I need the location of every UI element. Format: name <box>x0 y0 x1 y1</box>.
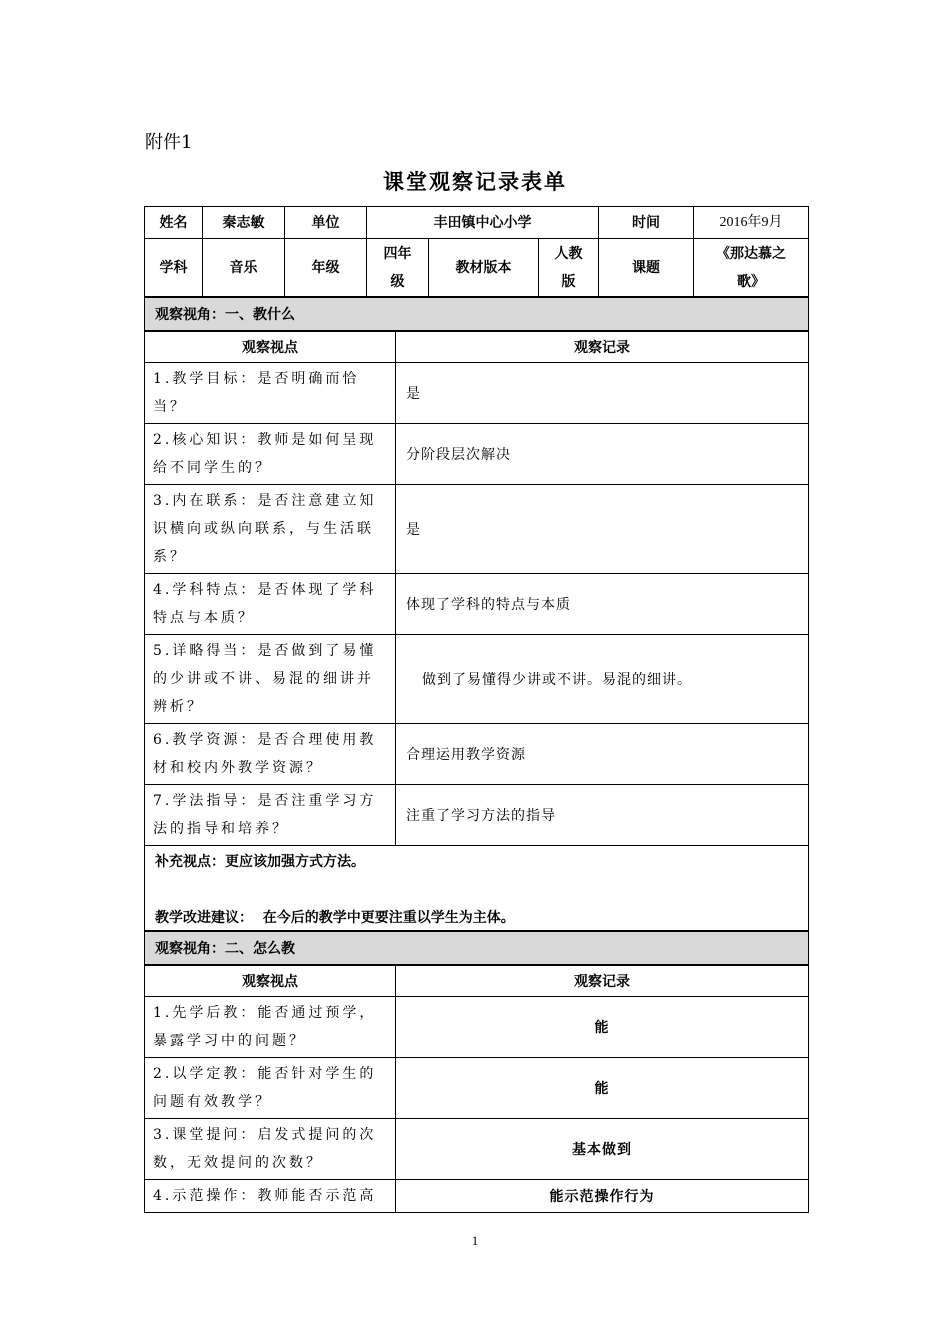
observation-record: 基本做到 <box>396 1119 809 1180</box>
observation-point: 7.学法指导：是否注重学习方法的指导和培养？ <box>145 785 396 846</box>
textbook-label: 教材版本 <box>429 239 539 297</box>
table-row <box>145 785 809 846</box>
observation-record: 合理运用教学资源 <box>396 724 809 785</box>
table-row <box>145 485 809 574</box>
observation-point: 2.核心知识：教师是如何呈现给不同学生的？ <box>145 424 396 485</box>
textbook-value: 人教版 <box>539 239 599 297</box>
observation-record: 体现了学科的特点与本质 <box>396 574 809 635</box>
name-label: 姓名 <box>145 207 203 239</box>
observation-point: 5.详略得当：是否做到了易懂的少讲或不讲、易混的细讲并辨析？ <box>145 635 396 724</box>
page-number: 1 <box>471 1233 479 1248</box>
section2-col-point: 观察视点 <box>145 965 396 997</box>
table-row <box>145 1180 809 1213</box>
table-row <box>145 574 809 635</box>
table-row <box>145 997 809 1058</box>
grade-value: 四年级 <box>367 239 429 297</box>
observation-record: 能 <box>396 1058 809 1119</box>
section2-col-record: 观察记录 <box>396 965 809 997</box>
unit-label: 单位 <box>285 207 367 239</box>
section2-heading: 观察视角：二、怎么教 <box>145 931 809 965</box>
observation-point: 3.课堂提问：启发式提问的次数，无效提问的次数？ <box>145 1119 396 1180</box>
table-row <box>145 1058 809 1119</box>
observation-record: 做到了易懂得少讲或不讲。易混的细讲。 <box>396 635 809 724</box>
observation-record: 能示范操作行为 <box>396 1180 809 1213</box>
observation-point: 1.先学后教：能否通过预学，暴露学习中的问题？ <box>145 997 396 1058</box>
observation-point: 4.示范操作：教师能否示范高 <box>145 1180 396 1213</box>
section1-table <box>144 296 809 958</box>
observation-point: 4.学科特点：是否体现了学科特点与本质？ <box>145 574 396 635</box>
section1-heading: 观察视角：一、教什么 <box>145 297 809 331</box>
observation-point: 2.以学定教：能否针对学生的问题有效教学？ <box>145 1058 396 1119</box>
subject-value: 音乐 <box>203 239 285 297</box>
subject-label: 学科 <box>145 239 203 297</box>
observation-record: 能 <box>396 997 809 1058</box>
grade-label: 年级 <box>285 239 367 297</box>
table-row <box>145 1119 809 1180</box>
table-row <box>145 363 809 424</box>
section1-col-record: 观察记录 <box>396 331 809 363</box>
observation-record: 分阶段层次解决 <box>396 424 809 485</box>
table-row <box>145 424 809 485</box>
info-table <box>144 206 809 297</box>
improvement-suggestion: 教学改进建议： 在今后的教学中更要注重以学生为主体。 <box>155 910 515 926</box>
observation-point: 1.教学目标：是否明确而恰当？ <box>145 363 396 424</box>
time-label: 时间 <box>599 207 694 239</box>
observation-record: 注重了学习方法的指导 <box>396 785 809 846</box>
unit-value: 丰田镇中心小学 <box>367 207 599 239</box>
observation-record: 是 <box>396 485 809 574</box>
topic-value: 《那达慕之歌》 <box>694 239 809 297</box>
supplement-text: 补充视点：更应该加强方式方法。 <box>155 854 365 870</box>
name-value: 秦志敏 <box>203 207 285 239</box>
attachment-label: 附件1 <box>145 132 193 153</box>
table-row <box>145 635 809 724</box>
table-row <box>145 724 809 785</box>
topic-label: 课题 <box>599 239 694 297</box>
document-title: 课堂观察记录表单 <box>383 169 567 194</box>
section1-col-point: 观察视点 <box>145 331 396 363</box>
observation-point: 6.教学资源：是否合理使用教材和校内外教学资源？ <box>145 724 396 785</box>
time-value: 2016年9月 <box>694 207 809 239</box>
observation-point: 3.内在联系：是否注意建立知识横向或纵向联系，与生活联系？ <box>145 485 396 574</box>
observation-record: 是 <box>396 363 809 424</box>
section2-table <box>144 930 809 1213</box>
